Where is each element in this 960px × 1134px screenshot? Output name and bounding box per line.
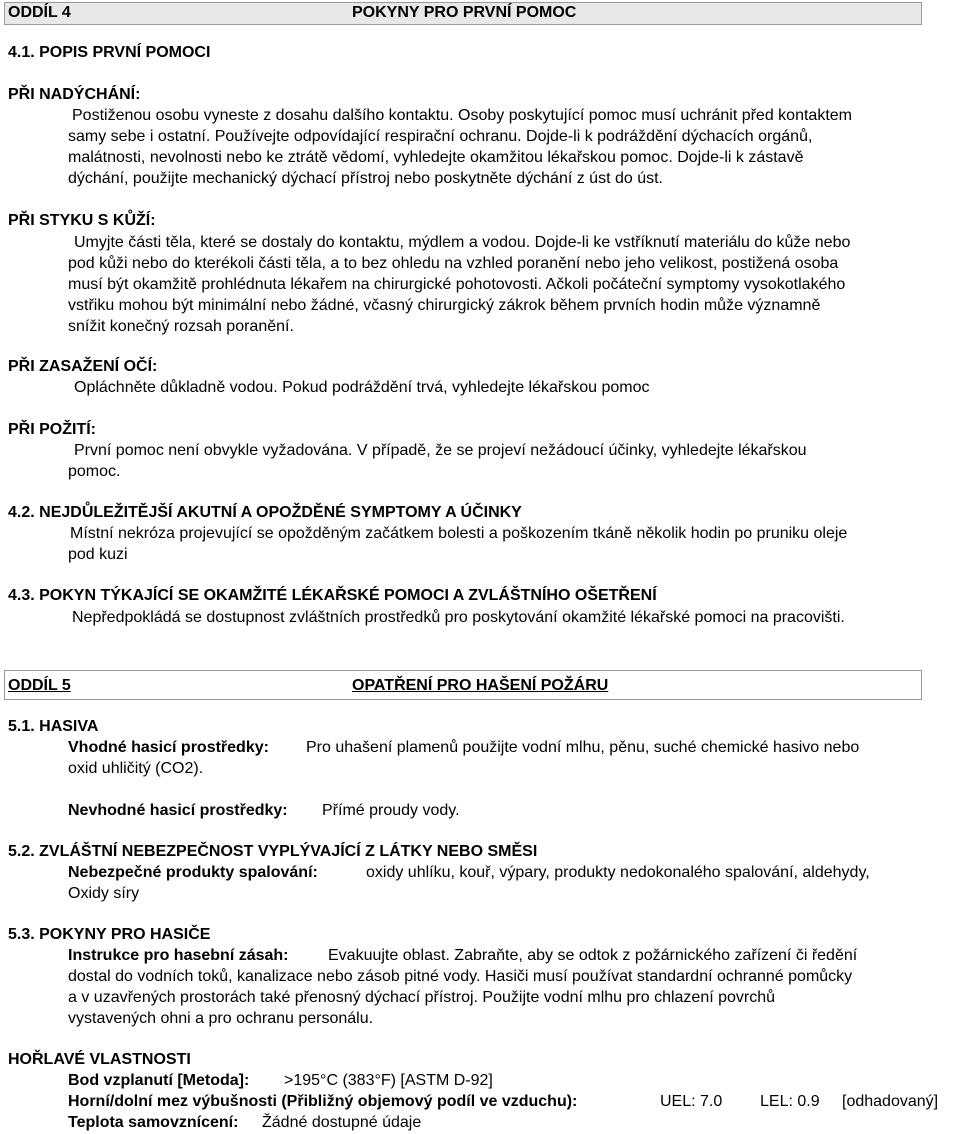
inhalation-line: Postiženou osobu vyneste z dosahu dalšího kontaktu. Osoby poskytující pomoc musí uchránit před kontaktem <box>72 107 852 124</box>
flammable-properties-heading: HOŘLAVÉ VLASTNOSTI <box>8 1051 191 1068</box>
section-4-label: ODDÍL 4 <box>8 4 71 21</box>
flash-point-label: Bod vzplanutí [Metoda]: <box>68 1072 250 1089</box>
section-5-title: OPATŘENÍ PRO HAŠENÍ POŽÁRU <box>352 677 609 694</box>
ingestion-line: pomoc. <box>68 463 121 480</box>
subsection-5-2-heading: 5.2. ZVLÁŠTNÍ NEBEZPEČNOST VYPLÝVAJÍCÍ Z LÁTKY NEBO SMĚSI <box>8 843 538 860</box>
combustion-products-value: oxidy uhlíku, kouř, výpary, produkty nedokonalého spalování, aldehydy, <box>366 864 870 881</box>
skin-line: musí být okamžitě prohlédnuta lékařem na chirurgické pohotovosti. Ačkoli počáteční symptomy vysokotlakého <box>68 276 846 293</box>
subsection-4-3-heading: 4.3. POKYN TÝKAJÍCÍ SE OKAMŽITÉ LÉKAŘSKÉ POMOCI A ZVLÁŠTNÍHO OŠETŘENÍ <box>8 587 657 604</box>
inhalation-line: dýchání, použijte mechanický dýchací přístroj nebo poskytněte dýchání z úst do úst. <box>68 170 663 187</box>
suitable-media-label: Vhodné hasicí prostředky: <box>68 739 269 756</box>
firefighting-instructions-text <box>68 966 852 1029</box>
subsection-5-3-heading: 5.3. POKYNY PRO HASIČE <box>8 926 211 943</box>
ingestion-heading: PŘI POŽITÍ: <box>8 421 96 438</box>
combustion-products-label: Nebezpečné produkty spalování: <box>68 864 318 881</box>
firefighting-line: dostal do vodních toků, kanalizace nebo zásob pitné vody. Hasiči musí používat standardní ochranné pomůcky <box>68 968 853 985</box>
combustion-products-value-cont: Oxidy síry <box>68 885 140 902</box>
suitable-media-value-cont: oxid uhličitý (CO2). <box>68 760 204 777</box>
skin-line: Umyjte části těla, které se dostaly do kontaktu, mýdlem a vodou. Dojde-li ke vstříknutí materiálu do kůže nebo <box>74 234 851 251</box>
inhalation-line: malátnosti, nevolnosti nebo ke ztrátě vědomí, vyhledejte okamžitou lékařskou pomoc. Dojde-li k zástavě <box>68 149 804 166</box>
autoignition-label: Teplota samovznícení: <box>68 1114 239 1131</box>
lel-value: LEL: 0.9 <box>760 1093 820 1110</box>
firefighting-instructions-value: Evakuujte oblast. Zabraňte, aby se odtok z požárnického zařízení či ředění <box>328 947 858 964</box>
subsection-4-2-heading: 4.2. NEJDŮLEŽITĚJŠÍ AKUTNÍ A OPOŽDĚNÉ SYMPTOMY A ÚČINKY <box>8 504 522 521</box>
explosion-limits-label: Horní/dolní mez výbušnosti (Přibližný objemový podíl ve vzduchu): <box>68 1093 578 1110</box>
symptoms-line: pod kuzi <box>68 546 128 563</box>
uel-value: UEL: 7.0 <box>660 1093 723 1110</box>
firefighting-line: a v uzavřených prostorách také přenosný dýchací přístroj. Použijte vodní mlhu pro chlazení povrchů <box>68 989 776 1006</box>
medical-attention-line: Nepředpokládá se dostupnost zvláštních prostředků pro poskytování okamžité lékařské pomoci na pracovišti. <box>72 609 845 626</box>
autoignition-value: Žádné dostupné údaje <box>262 1114 422 1131</box>
unsuitable-media-value: Přímé proudy vody. <box>322 802 460 819</box>
eyes-line: Opláchněte důkladně vodou. Pokud podráždění trvá, vyhledejte lékařskou pomoc <box>74 379 650 396</box>
firefighting-instructions-label: Instrukce pro hasební zásah: <box>68 947 289 964</box>
section-5-label: ODDÍL 5 <box>8 677 71 694</box>
symptoms-text <box>68 523 848 565</box>
inhalation-line: samy sebe i ostatní. Používejte odpovídající respirační ochranu. Dojde-li k podráždění dýchacích orgánů, <box>68 128 813 145</box>
skin-line: vstřiku mohou být minimální nebo žádné, včasný chirurgický zákrok během prvních hodin může významně <box>68 297 821 314</box>
subsection-5-1-heading: 5.1. HASIVA <box>8 718 99 735</box>
skin-heading: PŘI STYKU S KŮŽÍ: <box>8 212 156 229</box>
ingestion-text <box>68 440 807 482</box>
skin-line: pod kůži nebo do kterékoli části těla, a to bez ohledu na vzhled poranění nebo jeho velikost, postižená osoba <box>68 255 839 272</box>
skin-line: snížit konečný rozsah poranění. <box>68 318 294 335</box>
flash-point-value: >195°C (383°F) [ASTM D-92] <box>284 1072 493 1089</box>
inhalation-text <box>68 105 852 189</box>
eyes-heading: PŘI ZASAŽENÍ OČÍ: <box>8 358 158 375</box>
section-4-title: POKYNY PRO PRVNÍ POMOC <box>352 4 577 21</box>
limits-note: [odhadovaný] <box>842 1093 939 1110</box>
skin-text <box>68 232 851 337</box>
ingestion-line: První pomoc není obvykle vyžadována. V případě, že se projeví nežádoucí účinky, vyhledejte lékařskou <box>74 442 807 459</box>
suitable-media-value: Pro uhašení plamenů použijte vodní mlhu, pěnu, suché chemické hasivo nebo <box>306 739 860 756</box>
unsuitable-media-label: Nevhodné hasicí prostředky: <box>68 802 288 819</box>
inhalation-heading: PŘI NADÝCHÁNÍ: <box>8 86 141 103</box>
symptoms-line: Místní nekróza projevující se opožděným začátkem bolesti a poškozením tkáně několik hodin po pruniku oleje <box>70 525 848 542</box>
firefighting-line: vystavených ohni a pro ochranu personálu. <box>68 1010 374 1027</box>
subsection-4-1-heading: 4.1. POPIS PRVNÍ POMOCI <box>8 44 211 61</box>
